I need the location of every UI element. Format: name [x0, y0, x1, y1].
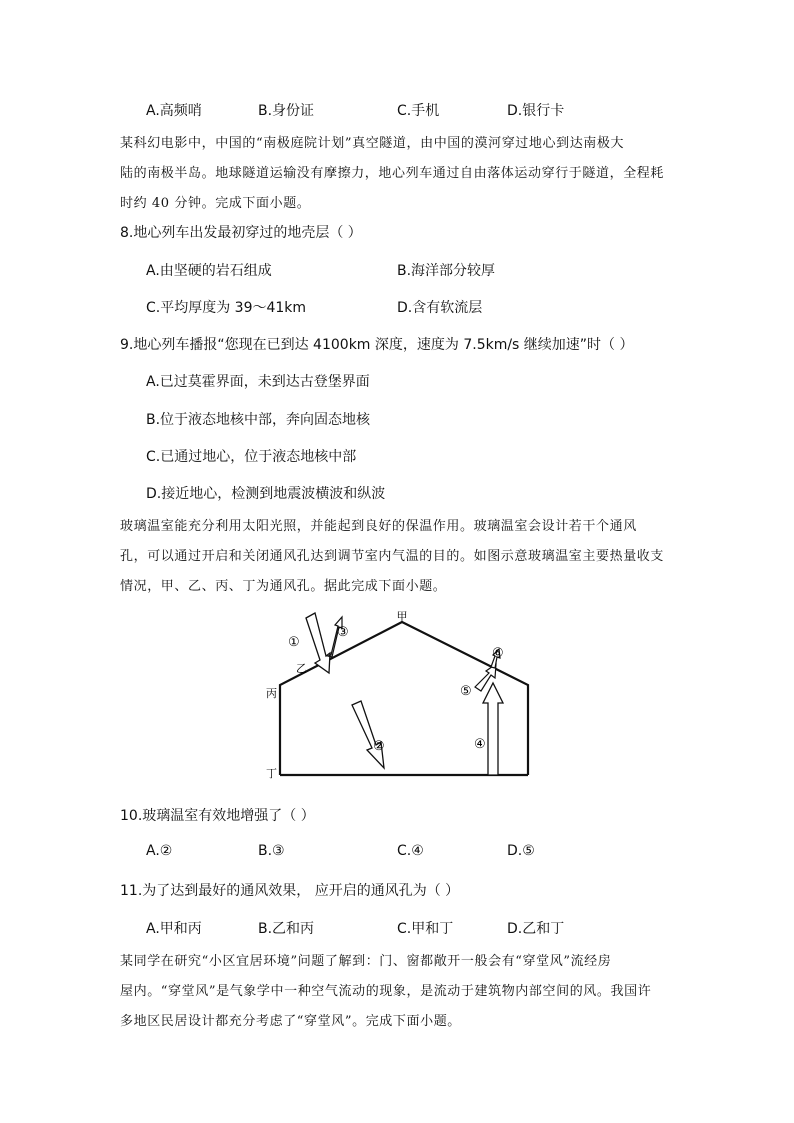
q8-option-c: C.平均厚度为 39～41km — [146, 300, 307, 316]
q7-option-a: A.高频哨 — [146, 103, 202, 119]
q10-stem: 10.玻璃温室有效地增强了（ ） — [120, 808, 315, 824]
q8-stem: 8.地心列车出发最初穿过的地壳层（ ） — [120, 225, 362, 241]
q8-option-a: A.由坚硬的岩石组成 — [146, 263, 272, 279]
q7-option-d: D.银行卡 — [507, 103, 565, 119]
q9-option-c: C.已通过地心，位于液态地核中部 — [146, 449, 357, 465]
q9-option-a: A.已过莫霍界面，未到达古登堡界面 — [146, 374, 370, 390]
passage-line: 玻璃温室能充分利用太阳光照，并能起到良好的保温作用。玻璃温室会设计若干个通风 — [120, 519, 637, 534]
q8-option-b: B.海洋部分较厚 — [397, 263, 496, 279]
q10-option-d: D.⑤ — [507, 843, 535, 859]
arrow-1-label: ① — [288, 635, 300, 650]
q10-option-c: C.④ — [397, 843, 424, 859]
arrow-5-label: ⑤ — [460, 684, 472, 699]
passage-greenhouse — [120, 512, 680, 602]
q9-option-d: D.接近地心，检测到地震波横波和纵波 — [146, 486, 386, 502]
q11-option-c: C.甲和丁 — [397, 921, 454, 937]
passage-line: 情况，甲、乙、丙、丁为通风孔。据此完成下面小题。 — [120, 579, 447, 594]
passage-crosswind — [120, 947, 680, 1037]
arrow-2-icon — [352, 701, 384, 768]
q11-option-d: D.乙和丁 — [507, 921, 565, 937]
arrow-6-label: ⑥ — [492, 646, 504, 661]
passage-line: 时约 40 分钟。完成下面小题。 — [120, 196, 311, 211]
q10-option-a: A.② — [146, 843, 173, 859]
passage-line: 某同学在研究“小区宜居环境”问题了解到：门、窗都敞开一般会有“穿堂风”流经房 — [120, 954, 612, 969]
passage-line: 某科幻电影中，中国的“南极庭院计划”真空隧道，由中国的漠河穿过地心到达南极大 — [120, 136, 625, 151]
q11-option-a: A.甲和丙 — [146, 921, 202, 937]
q9-option-b: B.位于液态地核中部，奔向固态地核 — [146, 412, 371, 428]
q8-option-d: D.含有软流层 — [397, 300, 483, 316]
q10-option-b: B.③ — [258, 843, 285, 859]
greenhouse-figure — [255, 605, 545, 785]
q9-stem: 9.地心列车播报“您现在已到达 4100km 深度，速度为 7.5km/s 继续加速”时（ ） — [120, 337, 634, 353]
vent-ding-label: 丁 — [266, 767, 277, 780]
q7-option-c: C.手机 — [397, 103, 440, 119]
passage-line: 屋内。“穿堂风”是气象学中一种空气流动的现象，是流动于建筑物内部空间的风。我国许 — [120, 984, 652, 999]
arrow-3-label: ③ — [337, 625, 349, 640]
vent-yi-label: 乙 — [296, 662, 307, 675]
vent-jia-label: 甲 — [396, 610, 408, 623]
q7-option-b: B.身份证 — [258, 103, 315, 119]
arrow-1-icon — [306, 613, 330, 673]
arrow-4-icon — [483, 683, 503, 775]
passage-line: 陆的南极半岛。地球隧道运输没有摩擦力，地心列车通过自由落体运动穿行于隧道，全程耗 — [120, 166, 665, 181]
passage-line: 孔，可以通过开启和关闭通风孔达到调节室内气温的目的。如图示意玻璃温室主要热量收支 — [120, 549, 665, 564]
q11-stem: 11.为了达到最好的通风效果， 应开启的通风孔为（ ） — [120, 883, 460, 899]
arrow-4-label: ④ — [474, 737, 486, 752]
passage-tunnel — [120, 129, 680, 219]
q11-option-b: B.乙和丙 — [258, 921, 315, 937]
vent-bing-label: 丙 — [266, 687, 277, 700]
arrow-2-label: ② — [373, 739, 385, 754]
passage-line: 多地区民居设计都充分考虑了“穿堂风”。完成下面小题。 — [120, 1014, 461, 1029]
